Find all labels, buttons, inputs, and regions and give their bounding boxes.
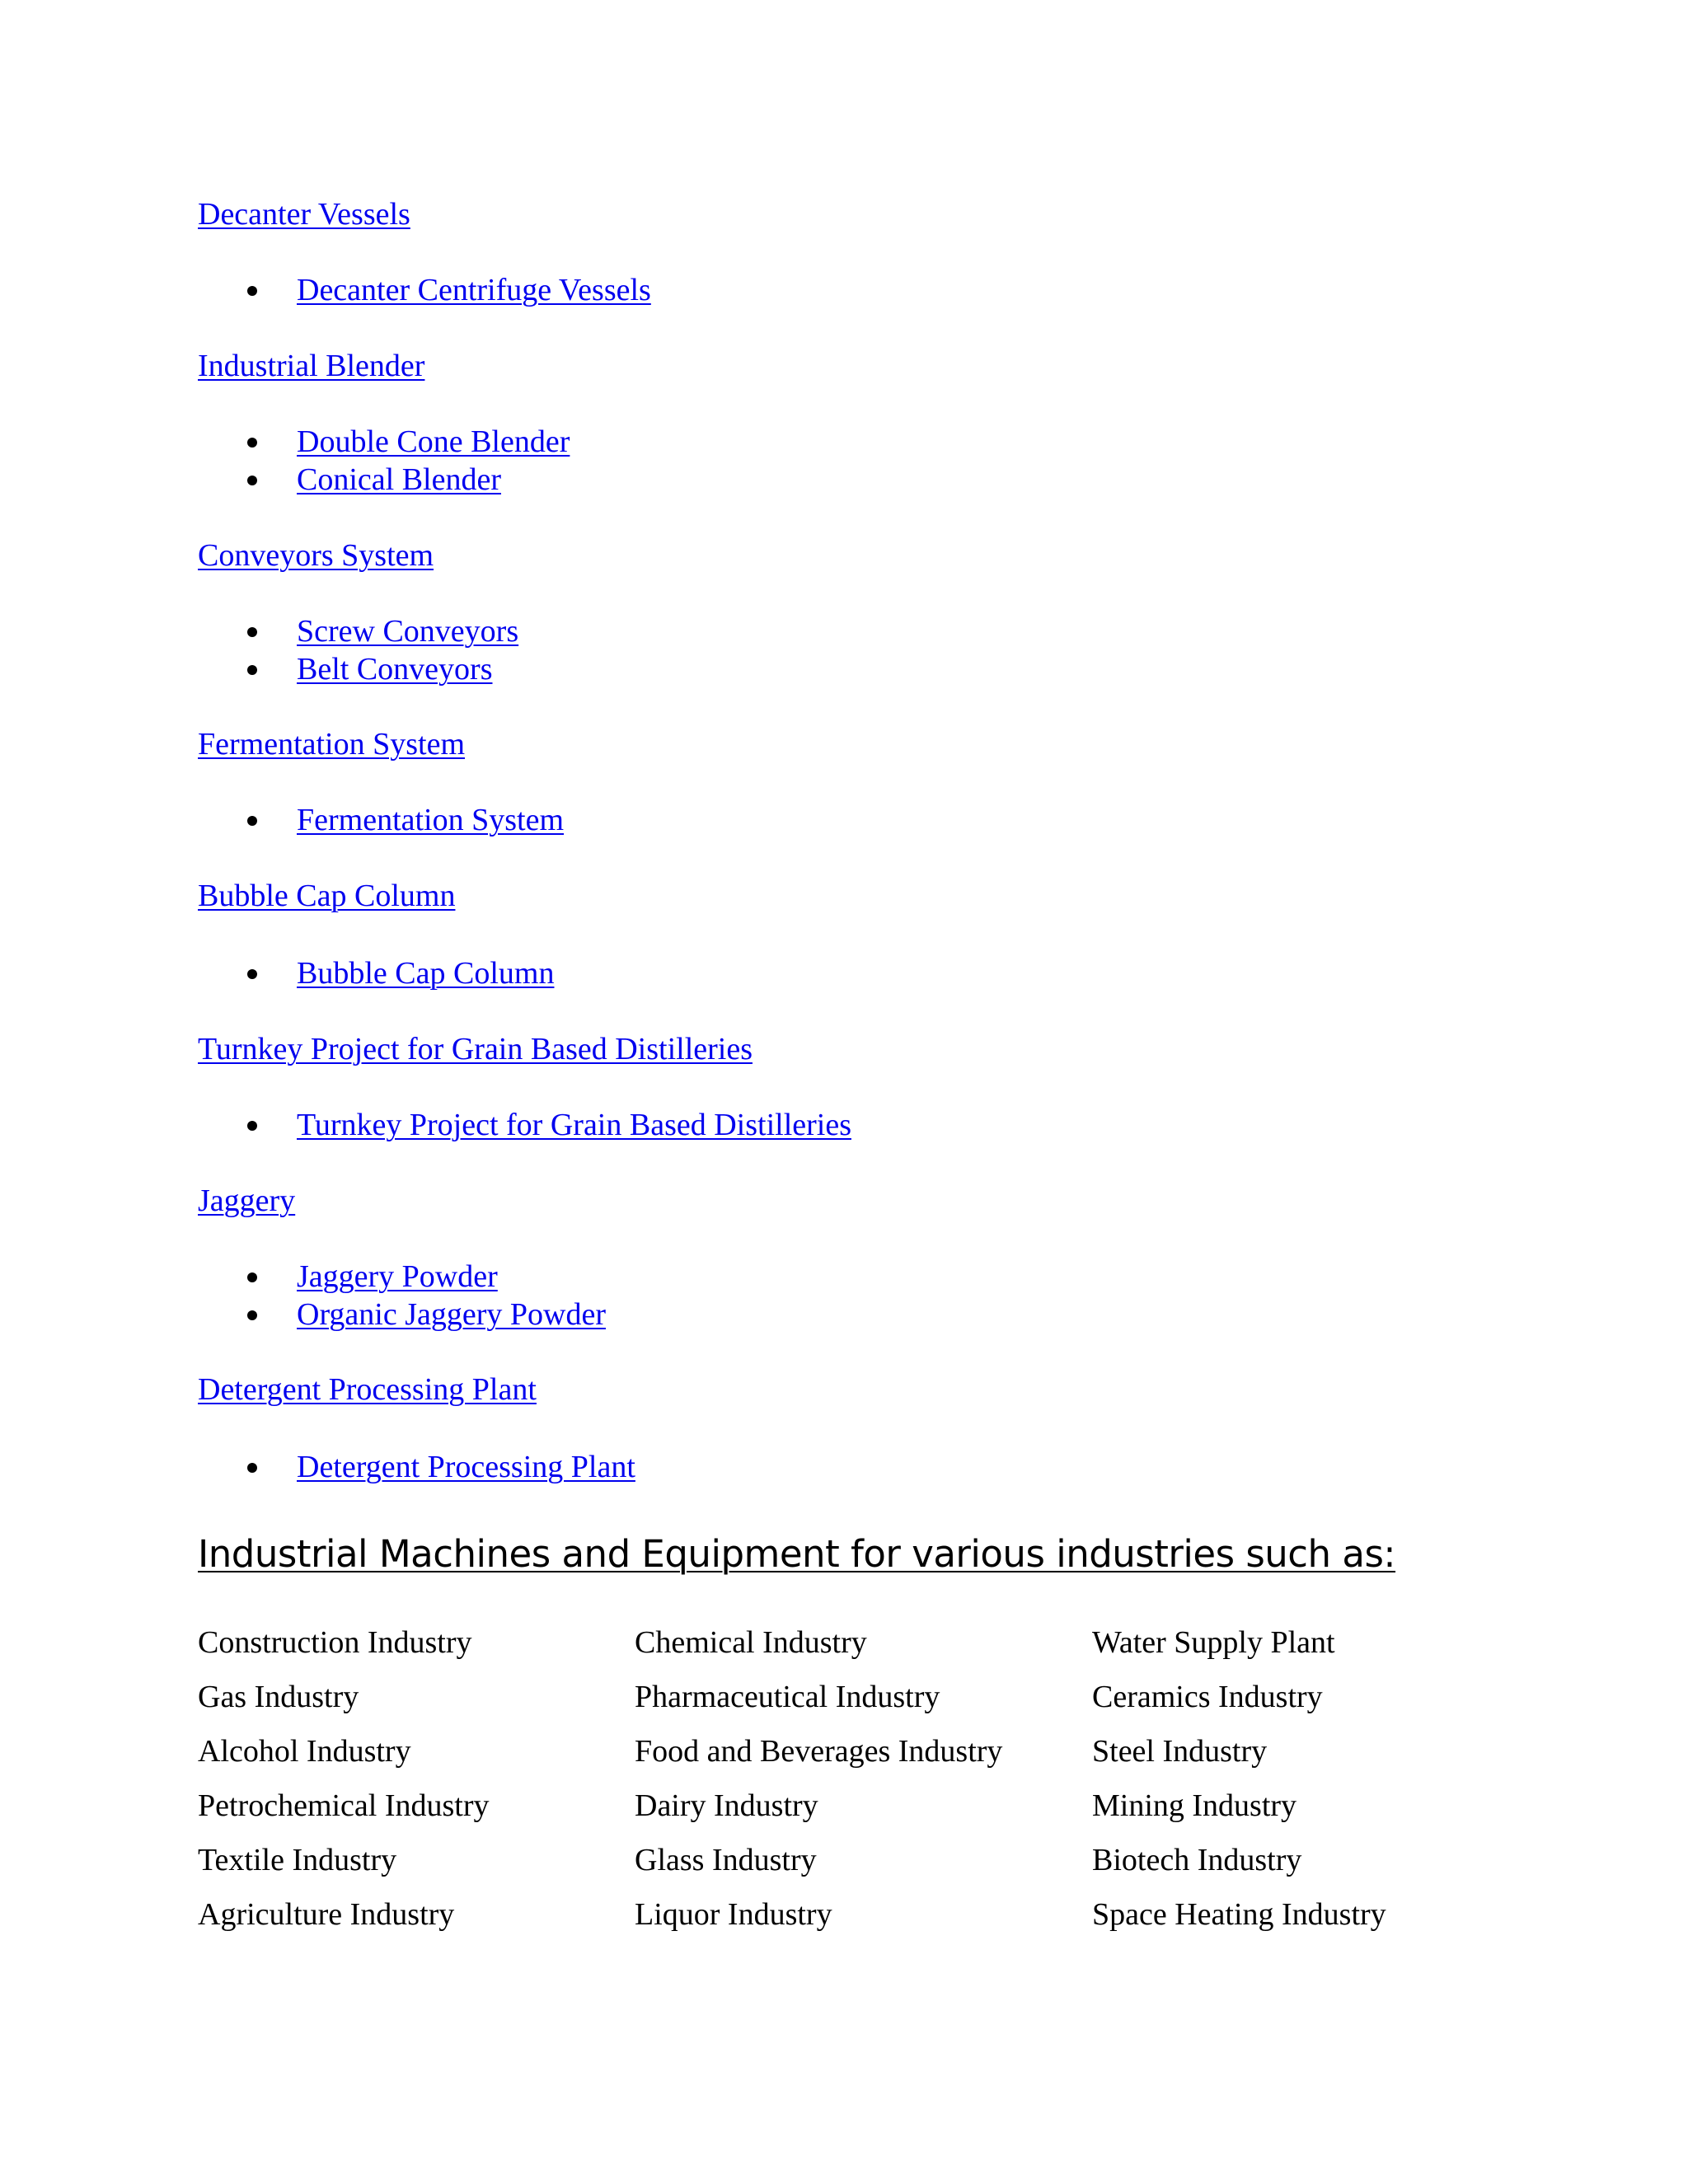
category-link-fermentation-system[interactable]: Fermentation System	[198, 727, 466, 762]
industry-item: Construction Industry	[198, 1625, 472, 1660]
industry-item: Gas Industry	[198, 1680, 359, 1714]
item-link[interactable]: Double Cone Blender	[297, 424, 570, 459]
item-link[interactable]: Bubble Cap Column	[297, 956, 555, 991]
industry-item: Glass Industry	[635, 1843, 817, 1877]
category-heading	[198, 1182, 295, 1220]
bullet-icon	[247, 1463, 257, 1473]
category-heading	[198, 1371, 537, 1408]
item-link[interactable]: Decanter Centrifuge Vessels	[297, 273, 651, 307]
industry-item: Chemical Industry	[635, 1625, 867, 1660]
category-heading	[198, 877, 455, 915]
category-link-bubble-cap-column[interactable]: Bubble Cap Column	[198, 879, 456, 913]
bullet-icon	[247, 1121, 257, 1131]
category-heading	[198, 725, 465, 763]
category-link-jaggery[interactable]: Jaggery	[198, 1183, 296, 1218]
item-link[interactable]: Fermentation System	[297, 803, 565, 837]
industry-item: Pharmaceutical Industry	[635, 1680, 940, 1714]
category-heading	[198, 537, 434, 574]
bullet-icon	[247, 969, 257, 979]
item-link[interactable]: Belt Conveyors	[297, 652, 493, 687]
industry-item: Petrochemical Industry	[198, 1788, 490, 1823]
bullet-icon	[247, 627, 257, 637]
bullet-icon	[247, 476, 257, 485]
item-link[interactable]: Conical Blender	[297, 462, 501, 497]
item-link[interactable]: Screw Conveyors	[297, 614, 519, 649]
category-link-conveyors-system[interactable]: Conveyors System	[198, 538, 434, 573]
industry-item: Ceramics Industry	[1092, 1680, 1323, 1714]
category-heading	[198, 195, 410, 233]
category-link-decanter-vessels[interactable]: Decanter Vessels	[198, 197, 410, 232]
item-link[interactable]: Turnkey Project for Grain Based Distilleries	[297, 1108, 851, 1142]
industries-heading: Industrial Machines and Equipment for various industries such as:	[198, 1532, 1396, 1576]
industry-item: Dairy Industry	[635, 1788, 818, 1823]
bullet-icon	[247, 1310, 257, 1320]
bullet-icon	[247, 438, 257, 448]
category-link-turnkey-project[interactable]: Turnkey Project for Grain Based Distilleries	[198, 1032, 753, 1066]
industry-item: Water Supply Plant	[1092, 1625, 1335, 1660]
item-link[interactable]: Organic Jaggery Powder	[297, 1297, 606, 1332]
category-heading	[198, 1030, 753, 1068]
industry-item: Steel Industry	[1092, 1734, 1268, 1769]
industry-item: Food and Beverages Industry	[635, 1734, 1003, 1769]
item-link[interactable]: Detergent Processing Plant	[297, 1450, 635, 1484]
industry-item: Textile Industry	[198, 1843, 397, 1877]
category-heading	[198, 347, 424, 385]
industry-item: Agriculture Industry	[198, 1897, 455, 1932]
category-link-industrial-blender[interactable]: Industrial Blender	[198, 349, 425, 383]
bullet-icon	[247, 286, 257, 296]
bullet-icon	[247, 1272, 257, 1282]
category-link-detergent-processing-plant[interactable]: Detergent Processing Plant	[198, 1372, 537, 1407]
industry-item: Space Heating Industry	[1092, 1897, 1386, 1932]
bullet-icon	[247, 665, 257, 675]
industry-item: Mining Industry	[1092, 1788, 1297, 1823]
bullet-icon	[247, 816, 257, 826]
industry-item: Liquor Industry	[635, 1897, 832, 1932]
item-link[interactable]: Jaggery Powder	[297, 1259, 498, 1294]
industry-item: Biotech Industry	[1092, 1843, 1302, 1877]
industry-item: Alcohol Industry	[198, 1734, 411, 1769]
